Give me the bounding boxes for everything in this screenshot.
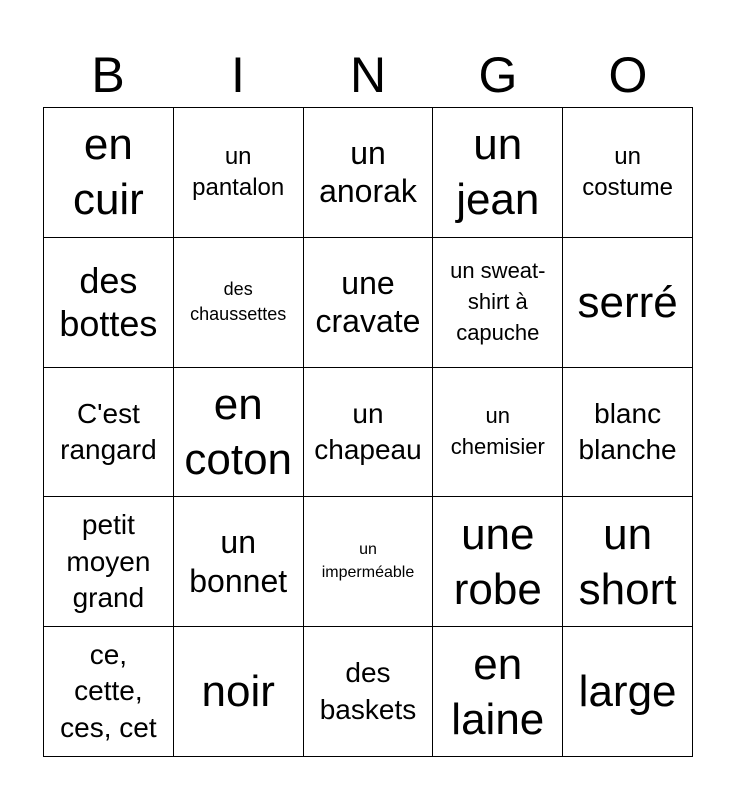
bingo-cell[interactable] (304, 627, 434, 757)
bingo-cell[interactable] (174, 368, 304, 498)
cell-text: un costume (582, 143, 673, 202)
header-letter-i: I (231, 47, 245, 103)
bingo-cell[interactable] (174, 497, 304, 627)
cell-text: une robe (453, 509, 542, 614)
bingo-cell[interactable] (174, 238, 304, 368)
header-letter-b: B (91, 47, 125, 103)
bingo-cell[interactable] (563, 238, 693, 368)
bingo-cell[interactable] (304, 238, 434, 368)
bingo-header (43, 44, 693, 106)
cell-text: des chaussettes (190, 279, 287, 325)
header-letter-g: G (478, 47, 518, 103)
cell-text: blanc blanche (578, 397, 677, 465)
bingo-cell[interactable] (433, 238, 563, 368)
bingo-cell[interactable] (304, 368, 434, 498)
header-letter-o: O (608, 47, 648, 103)
cell-text: petit moyen grand (66, 509, 151, 613)
bingo-cell[interactable] (563, 368, 693, 498)
cell-text: un short (578, 509, 677, 614)
cell-text: un sweat- shirt à capuche (450, 258, 546, 345)
bingo-cell[interactable] (44, 108, 174, 238)
bingo-cell[interactable] (174, 108, 304, 238)
cell-text: C'est rangard (60, 397, 157, 465)
cell-text: un chemisier (450, 403, 545, 459)
cell-text: un jean (456, 120, 540, 225)
bingo-cell[interactable] (174, 627, 304, 757)
bingo-cell[interactable] (433, 108, 563, 238)
cell-text: en cuir (72, 120, 144, 225)
cell-text: noir (201, 667, 275, 717)
cell-text: un pantalon (192, 143, 285, 202)
cell-text: un chapeau (314, 397, 422, 465)
cell-text: en laine (451, 639, 545, 744)
bingo-cell[interactable] (304, 108, 434, 238)
bingo-cell[interactable] (44, 497, 174, 627)
bingo-cell[interactable] (563, 108, 693, 238)
cell-text: en coton (184, 379, 293, 484)
bingo-cell[interactable] (433, 627, 563, 757)
cell-text: une cravate (315, 264, 421, 340)
cell-text: un anorak (319, 135, 417, 210)
bingo-cell[interactable] (433, 497, 563, 627)
cell-text: un bonnet (189, 524, 288, 599)
cell-text: des baskets (319, 657, 417, 725)
bingo-cell[interactable] (44, 627, 174, 757)
header-letter-n: N (349, 47, 387, 103)
bingo-cell[interactable] (304, 497, 434, 627)
bingo-cell[interactable] (433, 368, 563, 498)
cell-text: ce, cette, ces, cet (60, 639, 157, 743)
cell-text: large (578, 667, 677, 717)
bingo-grid (43, 107, 693, 757)
cell-text: des bottes (59, 260, 158, 345)
bingo-cell[interactable] (563, 497, 693, 627)
bingo-cell[interactable] (563, 627, 693, 757)
cell-text: un imperméable (321, 541, 415, 581)
cell-text: serré (577, 277, 678, 327)
bingo-cell[interactable] (44, 238, 174, 368)
bingo-cell[interactable] (44, 368, 174, 498)
